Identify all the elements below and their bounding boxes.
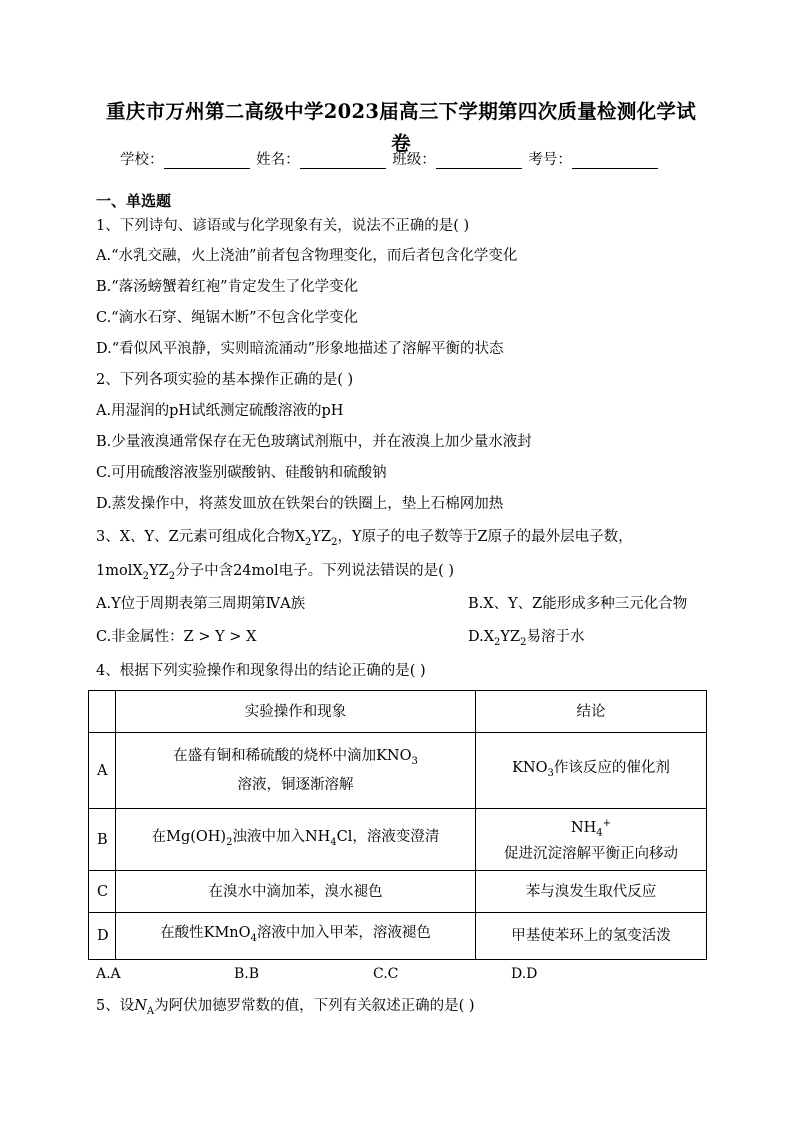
- q3-stem-text-a: 3、X、Y、Z元素可组成化合物: [96, 529, 295, 545]
- name-label: 姓名：: [256, 152, 300, 168]
- q3-options-row-1: [96, 594, 688, 614]
- q4-answer-c: C.C: [373, 966, 399, 982]
- student-info-row: [120, 148, 660, 169]
- class-label: 班级：: [392, 152, 436, 168]
- row-conclusion: $KNO_3$作该反应的催化剂: [476, 733, 707, 809]
- q3-stem-text-b: ，Y原子的电子数等于Z原子的最外层电子数，: [337, 529, 633, 545]
- exam-no-label: 考号：: [528, 152, 572, 168]
- q2-option-b: B.少量液溴通常保存在无色玻璃试剂瓶中，并在液溴上加少量水液封: [96, 434, 532, 450]
- q3-stem-text-c: 分子中含24mol电子。下列说法错误的是( ): [175, 563, 455, 579]
- q5-stem: 5、设$N_A$为阿伏加德罗常数的值，下列有关叙述正确的是( ): [96, 998, 475, 1017]
- title-line-2: 卷: [391, 132, 411, 155]
- row-label: D: [89, 913, 116, 960]
- q3-options-row-2: [96, 627, 585, 648]
- row-label: B: [89, 809, 116, 871]
- name-blank[interactable]: [300, 154, 386, 169]
- q3-option-a: A.Y位于周期表第三周期第ⅣA族: [96, 596, 306, 612]
- q1-option-b: B.“落汤螃蟹着红袍”肯定发生了化学变化: [96, 279, 359, 295]
- table-row: [89, 871, 707, 913]
- header-cell-blank: [89, 691, 116, 733]
- q3-option-b: B.X、Y、Z能形成多种三元化合物: [468, 596, 688, 612]
- table-row: [89, 733, 707, 809]
- q3-mol-text: 1mol: [96, 563, 133, 579]
- row-operation: 在$Mg(OH)_2$浊液中加入$NH_4Cl$，溶液变澄清: [116, 809, 476, 871]
- q4-answer-b: B.B: [234, 966, 260, 982]
- row-operation: 在溴水中滴加苯，溴水褪色: [116, 871, 476, 913]
- row-label: A: [89, 733, 116, 809]
- q2-option-a: A.用湿润的pH试纸测定硫酸溶液的pH: [96, 403, 344, 419]
- table-header-row: [89, 691, 707, 733]
- q1-stem: 1、下列诗句、谚语或与化学现象有关，说法不正确的是( ): [96, 218, 470, 234]
- q3-option-c: C.非金属性：Z > Y > X: [96, 629, 257, 645]
- row-conclusion: 苯与溴发生取代反应: [476, 871, 707, 913]
- q4-stem: 4、根据下列实验操作和现象得出的结论正确的是( ): [96, 663, 426, 679]
- exam-no-blank[interactable]: [572, 154, 658, 169]
- row-label: C: [89, 871, 116, 913]
- header-cell-operation: 实验操作和现象: [116, 691, 476, 733]
- q2-stem: 2、下列各项实验的基本操作正确的是( ): [96, 372, 354, 388]
- row-operation: 在盛有铜和稀硫酸的烧杯中滴加$KNO_3$ 溶液，铜逐渐溶解: [116, 733, 476, 809]
- table-row: [89, 913, 707, 960]
- q3-option-d: $D.X_2YZ_2$易溶于水: [468, 629, 585, 648]
- q3-formula-2: $X_2YZ_2$: [132, 563, 176, 582]
- table-row: [89, 809, 707, 871]
- q3-formula: $X_2YZ_2$: [294, 529, 338, 548]
- section-heading: 一、单选题: [96, 192, 172, 210]
- row-operation: 在酸性KMnO$_4$溶液中加入甲苯，溶液褪色: [116, 913, 476, 960]
- q2-option-d: D.蒸发操作中，将蒸发皿放在铁架台的铁圈上，垫上石棉网加热: [96, 496, 504, 512]
- q3-stem-line1: [96, 527, 633, 553]
- q1-option-a: A.“水乳交融，火上浇油”前者包含物理变化，而后者包含化学变化: [96, 248, 518, 264]
- q4-answer-a: A.A: [96, 966, 121, 982]
- row-conclusion: 甲基使苯环上的氢变活泼: [476, 913, 707, 960]
- header-cell-conclusion: 结论: [476, 691, 707, 733]
- school-label: 学校：: [120, 152, 164, 168]
- q4-answer-d: D.D: [511, 966, 538, 982]
- q4-table: [88, 690, 707, 960]
- row-conclusion: $NH_4^+$ 促进沉淀溶解平衡正向移动: [476, 809, 707, 871]
- q2-option-c: C.可用硫酸溶液鉴别碳酸钠、硅酸钠和硫酸钠: [96, 465, 387, 481]
- q1-option-c: C.“滴水石穿、绳锯木断”不包含化学变化: [96, 310, 359, 326]
- q3-stem-line2: [96, 561, 454, 587]
- q1-option-d: D.“看似风平浪静，实则暗流涌动”形象地描述了溶解平衡的状态: [96, 341, 504, 357]
- school-blank[interactable]: [164, 154, 250, 169]
- class-blank[interactable]: [436, 154, 522, 169]
- title-line-1: 重庆市万州第二高级中学2023届高三下学期第四次质量检测化学试: [105, 100, 697, 123]
